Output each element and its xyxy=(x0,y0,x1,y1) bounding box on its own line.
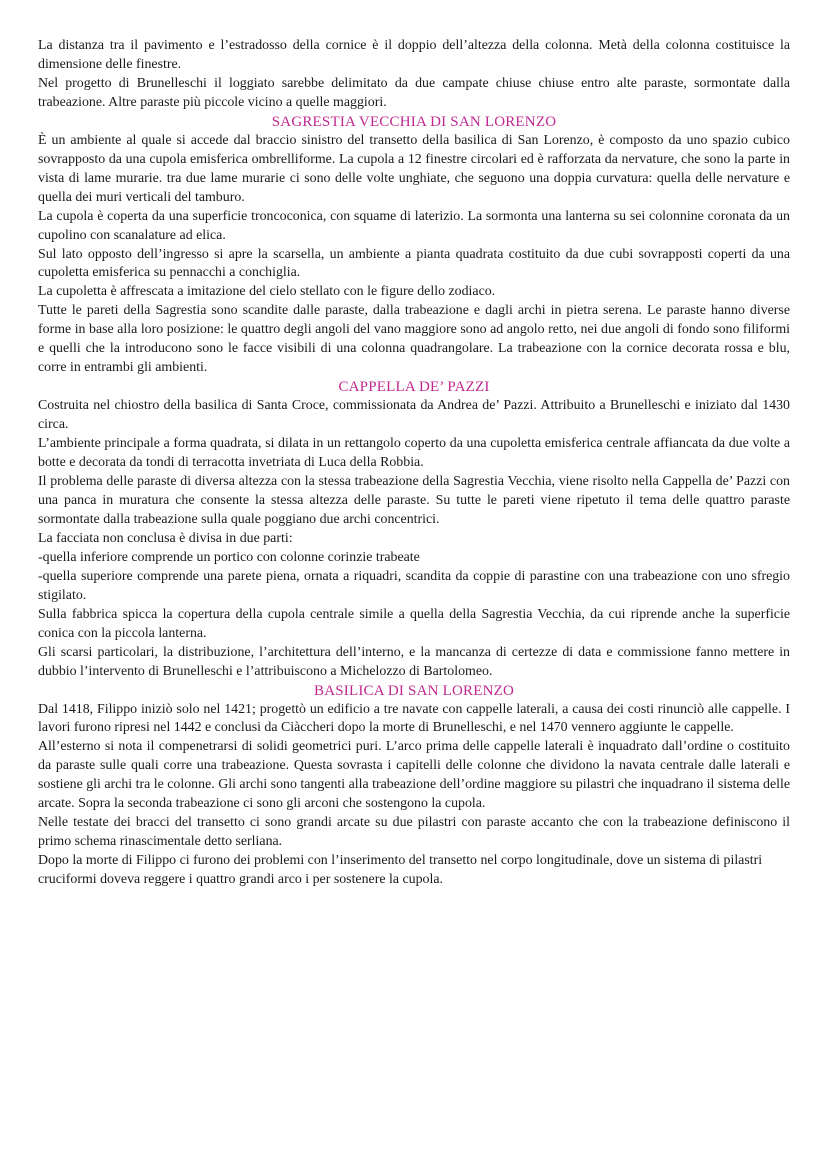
section-heading-basilica: BASILICA DI SAN LORENZO xyxy=(313,682,515,699)
document-page xyxy=(38,37,790,890)
paragraph: La facciata non conclusa è divisa in due parti: xyxy=(38,530,293,546)
paragraph: La cupoletta è affrescata a imitazione del cielo stellato con le figure dello zodiaco. xyxy=(38,284,496,300)
paragraph: L’ambiente principale a forma quadrata, si dilata in un rettangolo coperto da una cupoletta emisferica centrale affiancata da due volte a botte e decorata da tondi di terracotta invetriata di Luca della Robbia. xyxy=(38,436,790,471)
paragraph: Dal 1418, Filippo iniziò solo nel 1421; progettò un edificio a tre navate con cappelle laterali, a causa dei costi rinunciò alle cappelle. I lavori furono ripresi nel 1442 e conclusi da Ciàccheri dopo la morte di Brunelleschi, e nel 1470 vennero aggiunte le cappelle. xyxy=(38,701,790,736)
paragraph: Sulla fabbrica spicca la copertura della cupola centrale simile a quella della Sagrestia Vecchia, da cui riprende anche la superficie conica con la piccola lanterna. xyxy=(38,606,790,641)
section-heading-cappella: CAPPELLA DE’ PAZZI xyxy=(338,379,490,396)
paragraph: Costruita nel chiostro della basilica di Santa Croce, commissionata da Andrea de’ Pazzi. Attribuito a Brunelleschi e iniziato dal 1430 circa. xyxy=(38,398,790,433)
section-heading-sagrestia: SAGRESTIA VECCHIA DI SAN LORENZO xyxy=(271,113,557,130)
paragraph: Sul lato opposto dell’ingresso si apre la scarsella, un ambiente a pianta quadrata costituito da due cubi sovrapposti coperti da una cupoletta emisferica su pennacchi a conchiglia. xyxy=(38,246,790,281)
intro-paragraph: Nel progetto di Brunelleschi il loggiato sarebbe delimitato da due campate chiuse chiuse entro alte paraste, sormontate dalla trabeazione. Altre paraste più piccole vicino a quelle maggiori. xyxy=(38,75,790,110)
paragraph: È un ambiente al quale si accede dal braccio sinistro del transetto della basilica di San Lorenzo, è composto da uno spazio cubico sovrapposto da una cupola emisferica ombrelliforme. La cupola a 12 finestre circolari ed è rafforzata da nervature, che sono la parte in vista di lame murarie. tra due lame murarie ci sono delle volte unghiate, che seguono una doppia curvatura: quella delle nervature e quella dei muri verticali del tamburo. xyxy=(38,132,790,205)
paragraph: Gli scarsi particolari, la distribuzione, l’architettura dell’interno, e la mancanza di certezze di data e commissione fanno mettere in dubbio l’intervento di Brunelleschi e l’attribuiscono a Michelozzo di Bartolomeo. xyxy=(38,644,790,679)
intro-paragraph: La distanza tra il pavimento e l’estradosso della cornice è il doppio dell’altezza della colonna. Metà della colonna costituisce la dimensione delle finestre. xyxy=(38,38,790,72)
paragraph: All’esterno si nota il compenetrarsi di solidi geometrici puri. L’arco prima delle cappelle laterali è inquadrato dall’ordine o costituito da paraste sulle quali corre una trabeazione. Questa sovrasta i capitelli delle colonne che dividono la navata centrale dalle laterali e sostiene gli archi tra le colonne. Gli archi sono tangenti alla trabeazione dell’ordine maggiore su pilastri che inquadrano il sistema delle arcate. Sopra la seconda trabeazione ci sono gli arconi che sostengono la cupola. xyxy=(38,739,790,812)
paragraph: -quella superiore comprende una parete piena, ornata a riquadri, scandita da coppie di parastine con una trabeazione con uno sfregio stigilato. xyxy=(38,568,790,603)
paragraph: La cupola è coperta da una superficie troncoconica, con squame di laterizio. La sormonta una lanterna su sei colonnine coronata da un cupolino con scanalature ad elica. xyxy=(38,208,790,243)
paragraph: Dopo la morte di Filippo ci furono dei problemi con l’inserimento del transetto nel corpo longitudinale, dove un sistema di pilastri cruciformi doveva reggere i quattro grandi arco i per sostenere la cupola. xyxy=(38,853,763,888)
paragraph: Tutte le pareti della Sagrestia sono scandite dalle paraste, dalla trabeazione e dagli archi in pietra serena. Le paraste hanno diverse forme in base alla loro posizione: le quattro degli angoli del vano maggiore sono ad angolo retto, nei due angoli di fondo sono filiformi e quelli che la introducono sono le facce visibili di una colonna quadrangolare. La trabeazione con la cornice decorata rossa e blu, corre in entrambi gli ambienti. xyxy=(38,303,790,376)
paragraph: -quella inferiore comprende un portico con colonne corinzie trabeate xyxy=(38,549,420,565)
paragraph: Nelle testate dei bracci del transetto ci sono grandi arcate su due pilastri con paraste accanto che con la trabeazione definiscono il primo schema rinascimentale detto serliana. xyxy=(38,815,790,850)
paragraph: Il problema delle paraste di diversa altezza con la stessa trabeazione della Sagrestia Vecchia, viene risolto nella Cappella de’ Pazzi con una panca in muratura che consente la stessa altezza delle paraste. Su tutte le pareti viene ripetuto il tema delle quattro paraste sormontate dalla trabeazione sulla quale poggiano due archi concentrici. xyxy=(38,474,790,527)
